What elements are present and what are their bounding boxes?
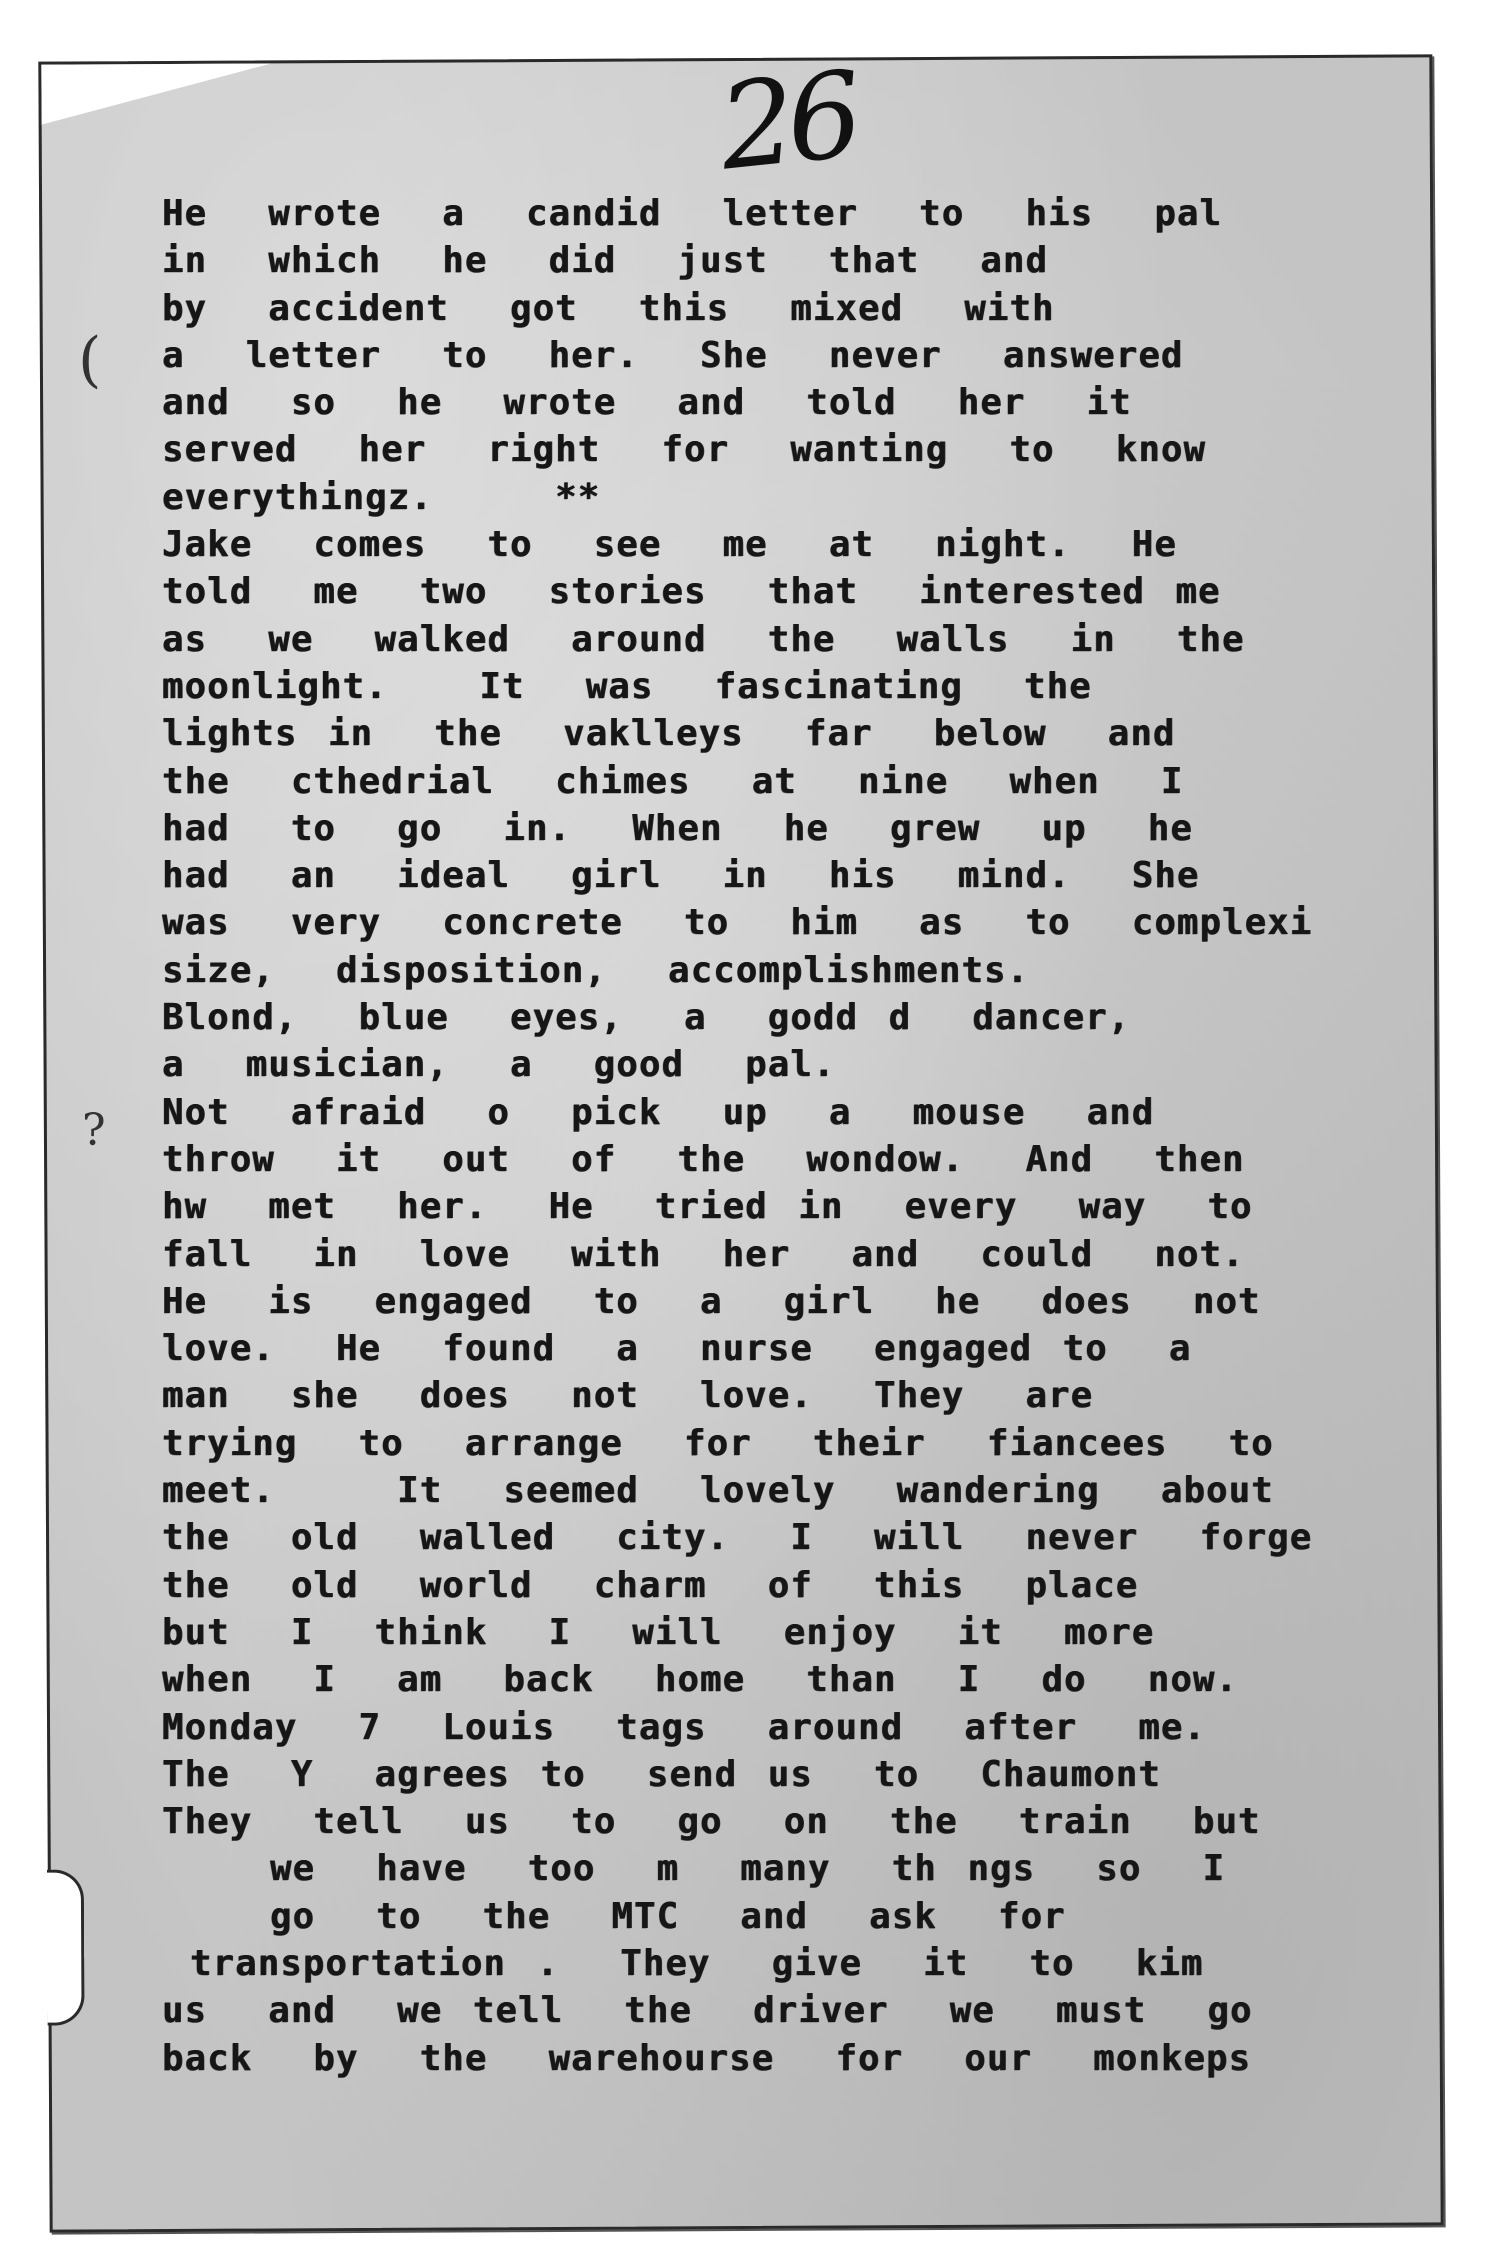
text-line: had an ideal girl in his mind. She: [162, 855, 1200, 897]
folded-corner: [41, 63, 271, 124]
text-line: we have too m many th ngs so I: [270, 1848, 1226, 1890]
text-line: go to the MTC and ask for: [270, 1895, 1066, 1937]
text-line: hw met her. He tried in every way to: [162, 1186, 1253, 1228]
margin-mark: ?: [82, 1105, 106, 1156]
text-line: served her right for wanting to know: [162, 429, 1207, 471]
text-line: trying to arrange for their fiancees to: [162, 1422, 1274, 1464]
text-line: and so he wrote and told her it: [162, 382, 1132, 424]
text-line: as we walked around the walls in the: [162, 618, 1245, 660]
text-line: Jake comes to see me at night. He: [162, 524, 1177, 566]
text-line: transportation . They give it to kim: [190, 1942, 1204, 1984]
text-line: in which he did just that and: [162, 240, 1049, 282]
text-line: by accident got this mixed with: [162, 287, 1055, 329]
text-line: everythingz. **: [162, 476, 601, 518]
text-line: meet. It seemed lovely wandering about: [162, 1470, 1274, 1512]
text-line: He wrote a candid letter to his pal: [162, 193, 1223, 234]
text-line: a letter to her. She never answered: [162, 334, 1184, 376]
text-line: Blond, blue eyes, a godd d dancer,: [162, 997, 1131, 1039]
text-line: man she does not love. They are: [162, 1375, 1094, 1417]
text-line: was very concrete to him as to complexi: [162, 902, 1313, 944]
text-line: The Y agrees to send us to Chaumont: [162, 1753, 1161, 1795]
handwritten-page-number: 26: [713, 45, 862, 197]
text-line: throw it out of the wondow. And then: [162, 1138, 1245, 1180]
text-line: Not afraid o pick up a mouse and: [162, 1091, 1155, 1133]
text-line: a musician, a good pal.: [162, 1044, 836, 1086]
text-line: lights in the vaklleys far below and: [162, 713, 1176, 755]
text-line: the old walled city. I will never forge: [162, 1517, 1313, 1559]
text-line: back by the warehourse for our monkeps: [162, 2037, 1252, 2079]
text-line: told me two stories that interested me: [162, 571, 1221, 613]
text-line: They tell us to go on the train but: [162, 1801, 1261, 1843]
typed-text-body: [162, 190, 1452, 2082]
text-line: love. He found a nurse engaged to a: [162, 1328, 1192, 1370]
text-line: when I am back home than I do now.: [162, 1659, 1239, 1701]
text-line: size, disposition, accomplishments.: [162, 949, 1030, 991]
text-line: us and we tell the driver we must go: [162, 1990, 1253, 2032]
text-line: moonlight. It was fascinating the: [162, 665, 1092, 707]
text-line: had to go in. When he grew up he: [162, 807, 1193, 849]
text-line: the cthedrial chimes at nine when I: [162, 760, 1184, 802]
margin-mark: (: [78, 325, 102, 395]
text-line: the old world charm of this place: [162, 1564, 1139, 1606]
text-line: Monday 7 Louis tags around after me.: [162, 1706, 1207, 1748]
text-line: He is engaged to a girl he does not: [162, 1280, 1261, 1322]
text-line: but I think I will enjoy it more: [162, 1611, 1155, 1653]
text-line: fall in love with her and could not.: [162, 1233, 1245, 1275]
